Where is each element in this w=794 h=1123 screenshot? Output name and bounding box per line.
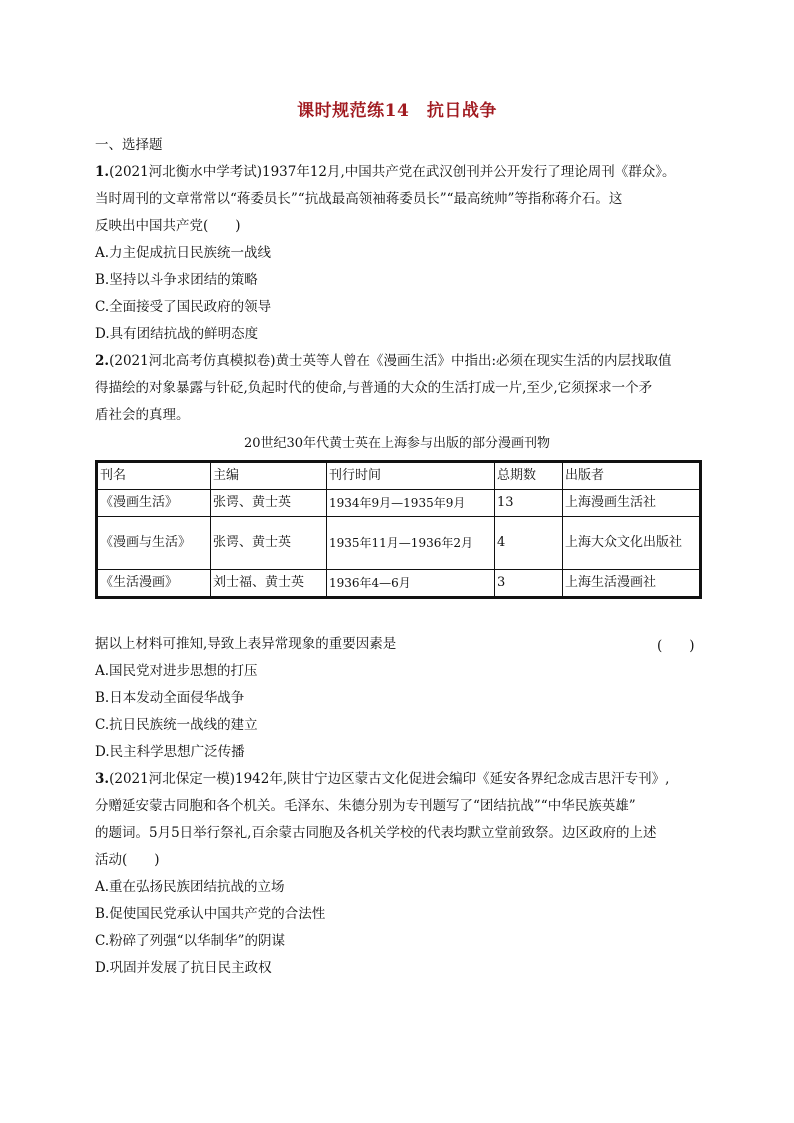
q2-number: 2.: [95, 353, 110, 369]
table-cell: 《漫画生活》: [97, 490, 211, 517]
q2-stem-line-3: 盾社会的真理。: [95, 407, 190, 423]
q1-stem-line-1: 1.(2021河北衡水中学考试)1937年12月,中国共产党在武汉创刊并公开发行了理论周刊《群众》。: [95, 164, 676, 180]
section-heading: 一、选择题: [95, 137, 163, 153]
q1-option-d: D.具有团结抗战的鲜明态度: [95, 326, 259, 342]
q1-option-b: B.坚持以斗争求团结的策略: [95, 272, 258, 288]
q3-number: 3.: [95, 771, 110, 787]
table-cell: 刘士福、黄士英: [211, 570, 327, 598]
table-cell: 13: [495, 490, 563, 517]
table-cell: 《漫画与生活》: [97, 517, 211, 570]
table-header-row: [97, 462, 701, 490]
q3-option-b: B.促使国民党承认中国共产党的合法性: [95, 906, 326, 922]
q2-stem-line-2: 得描绘的对象暴露与针砭,负起时代的使命,与普通的大众的生活打成一片,至少,它须探求一个矛: [95, 380, 653, 396]
table-cell: 1936年4—6月: [327, 570, 495, 598]
q1-number: 1.: [95, 164, 110, 180]
table-cell: 上海生活漫画社: [563, 570, 701, 598]
table-cell: 张谔、黄士英: [211, 490, 327, 517]
table-cell: 张谔、黄士英: [211, 517, 327, 570]
q2-option-a: A.国民党对进步思想的打压: [95, 663, 258, 679]
header-cell: 刊名: [97, 462, 211, 490]
table-cell: 3: [495, 570, 563, 598]
q3-option-d: D.巩固并发展了抗日民主政权: [95, 960, 272, 976]
table-cell: 1935年11月—1936年2月: [327, 517, 495, 570]
page-title: 课时规范练14 抗日战争: [297, 101, 497, 121]
table-row: [97, 490, 701, 517]
q2-option-d: D.民主科学思想广泛传播: [95, 744, 245, 760]
q1-stem-line-3: 反映出中国共产党( ): [95, 218, 241, 234]
table-cell: 4: [495, 517, 563, 570]
table-cell: 《生活漫画》: [97, 570, 211, 598]
table-row: [97, 570, 701, 598]
header-cell: 出版者: [563, 462, 701, 490]
header-cell: 总期数: [495, 462, 563, 490]
table-caption: 20世纪30年代黄士英在上海参与出版的部分漫画刊物: [243, 436, 551, 451]
q3-option-c: C.粉碎了列强“以华制华”的阴谋: [95, 933, 285, 949]
q2-stem-question: 据以上材料可推知,导致上表异常现象的重要因素是: [95, 636, 397, 652]
q2-option-b: B.日本发动全面侵华战争: [95, 690, 245, 706]
q3-stem-line-3: 的题词。5月5日举行祭礼,百余蒙古同胞及各机关学校的代表均默立堂前致祭。边区政府的上述: [95, 825, 657, 841]
q3-stem-line-4: 活动( ): [95, 852, 160, 868]
table-cell: 上海大众文化出版社: [563, 517, 701, 570]
table-cell: 1934年9月—1935年9月: [327, 490, 495, 517]
q1-option-a: A.力主促成抗日民族统一战线: [95, 245, 272, 261]
q3-stem-line-2: 分赠延安蒙古同胞和各个机关。毛泽东、朱德分别为专刊题写了“团结抗战”“中华民族英雄”: [95, 798, 636, 814]
q2-answer-paren: ( ): [657, 638, 695, 654]
q3-option-a: A.重在弘扬民族团结抗战的立场: [95, 879, 285, 895]
magazine-table: [95, 460, 702, 599]
table-row: [97, 517, 701, 570]
table-cell: 上海漫画生活社: [563, 490, 701, 517]
header-cell: 主编: [211, 462, 327, 490]
q3-stem-line-1: 3.(2021河北保定一模)1942年,陕甘宁边区蒙古文化促进会编印《延安各界纪念成吉思汗专刊》,: [95, 771, 670, 787]
q1-stem-line-2: 当时周刊的文章常常以“蒋委员长”“抗战最高领袖蒋委员长”“最高统帅”等指称蒋介石。这: [95, 191, 623, 207]
q2-stem-line-1: 2.(2021河北高考仿真模拟卷)黄士英等人曾在《漫画生活》中指出:必须在现实生活的内层找取值: [95, 353, 672, 369]
q2-option-c: C.抗日民族统一战线的建立: [95, 717, 258, 733]
header-cell: 刊行时间: [327, 462, 495, 490]
q1-option-c: C.全面接受了国民政府的领导: [95, 299, 272, 315]
